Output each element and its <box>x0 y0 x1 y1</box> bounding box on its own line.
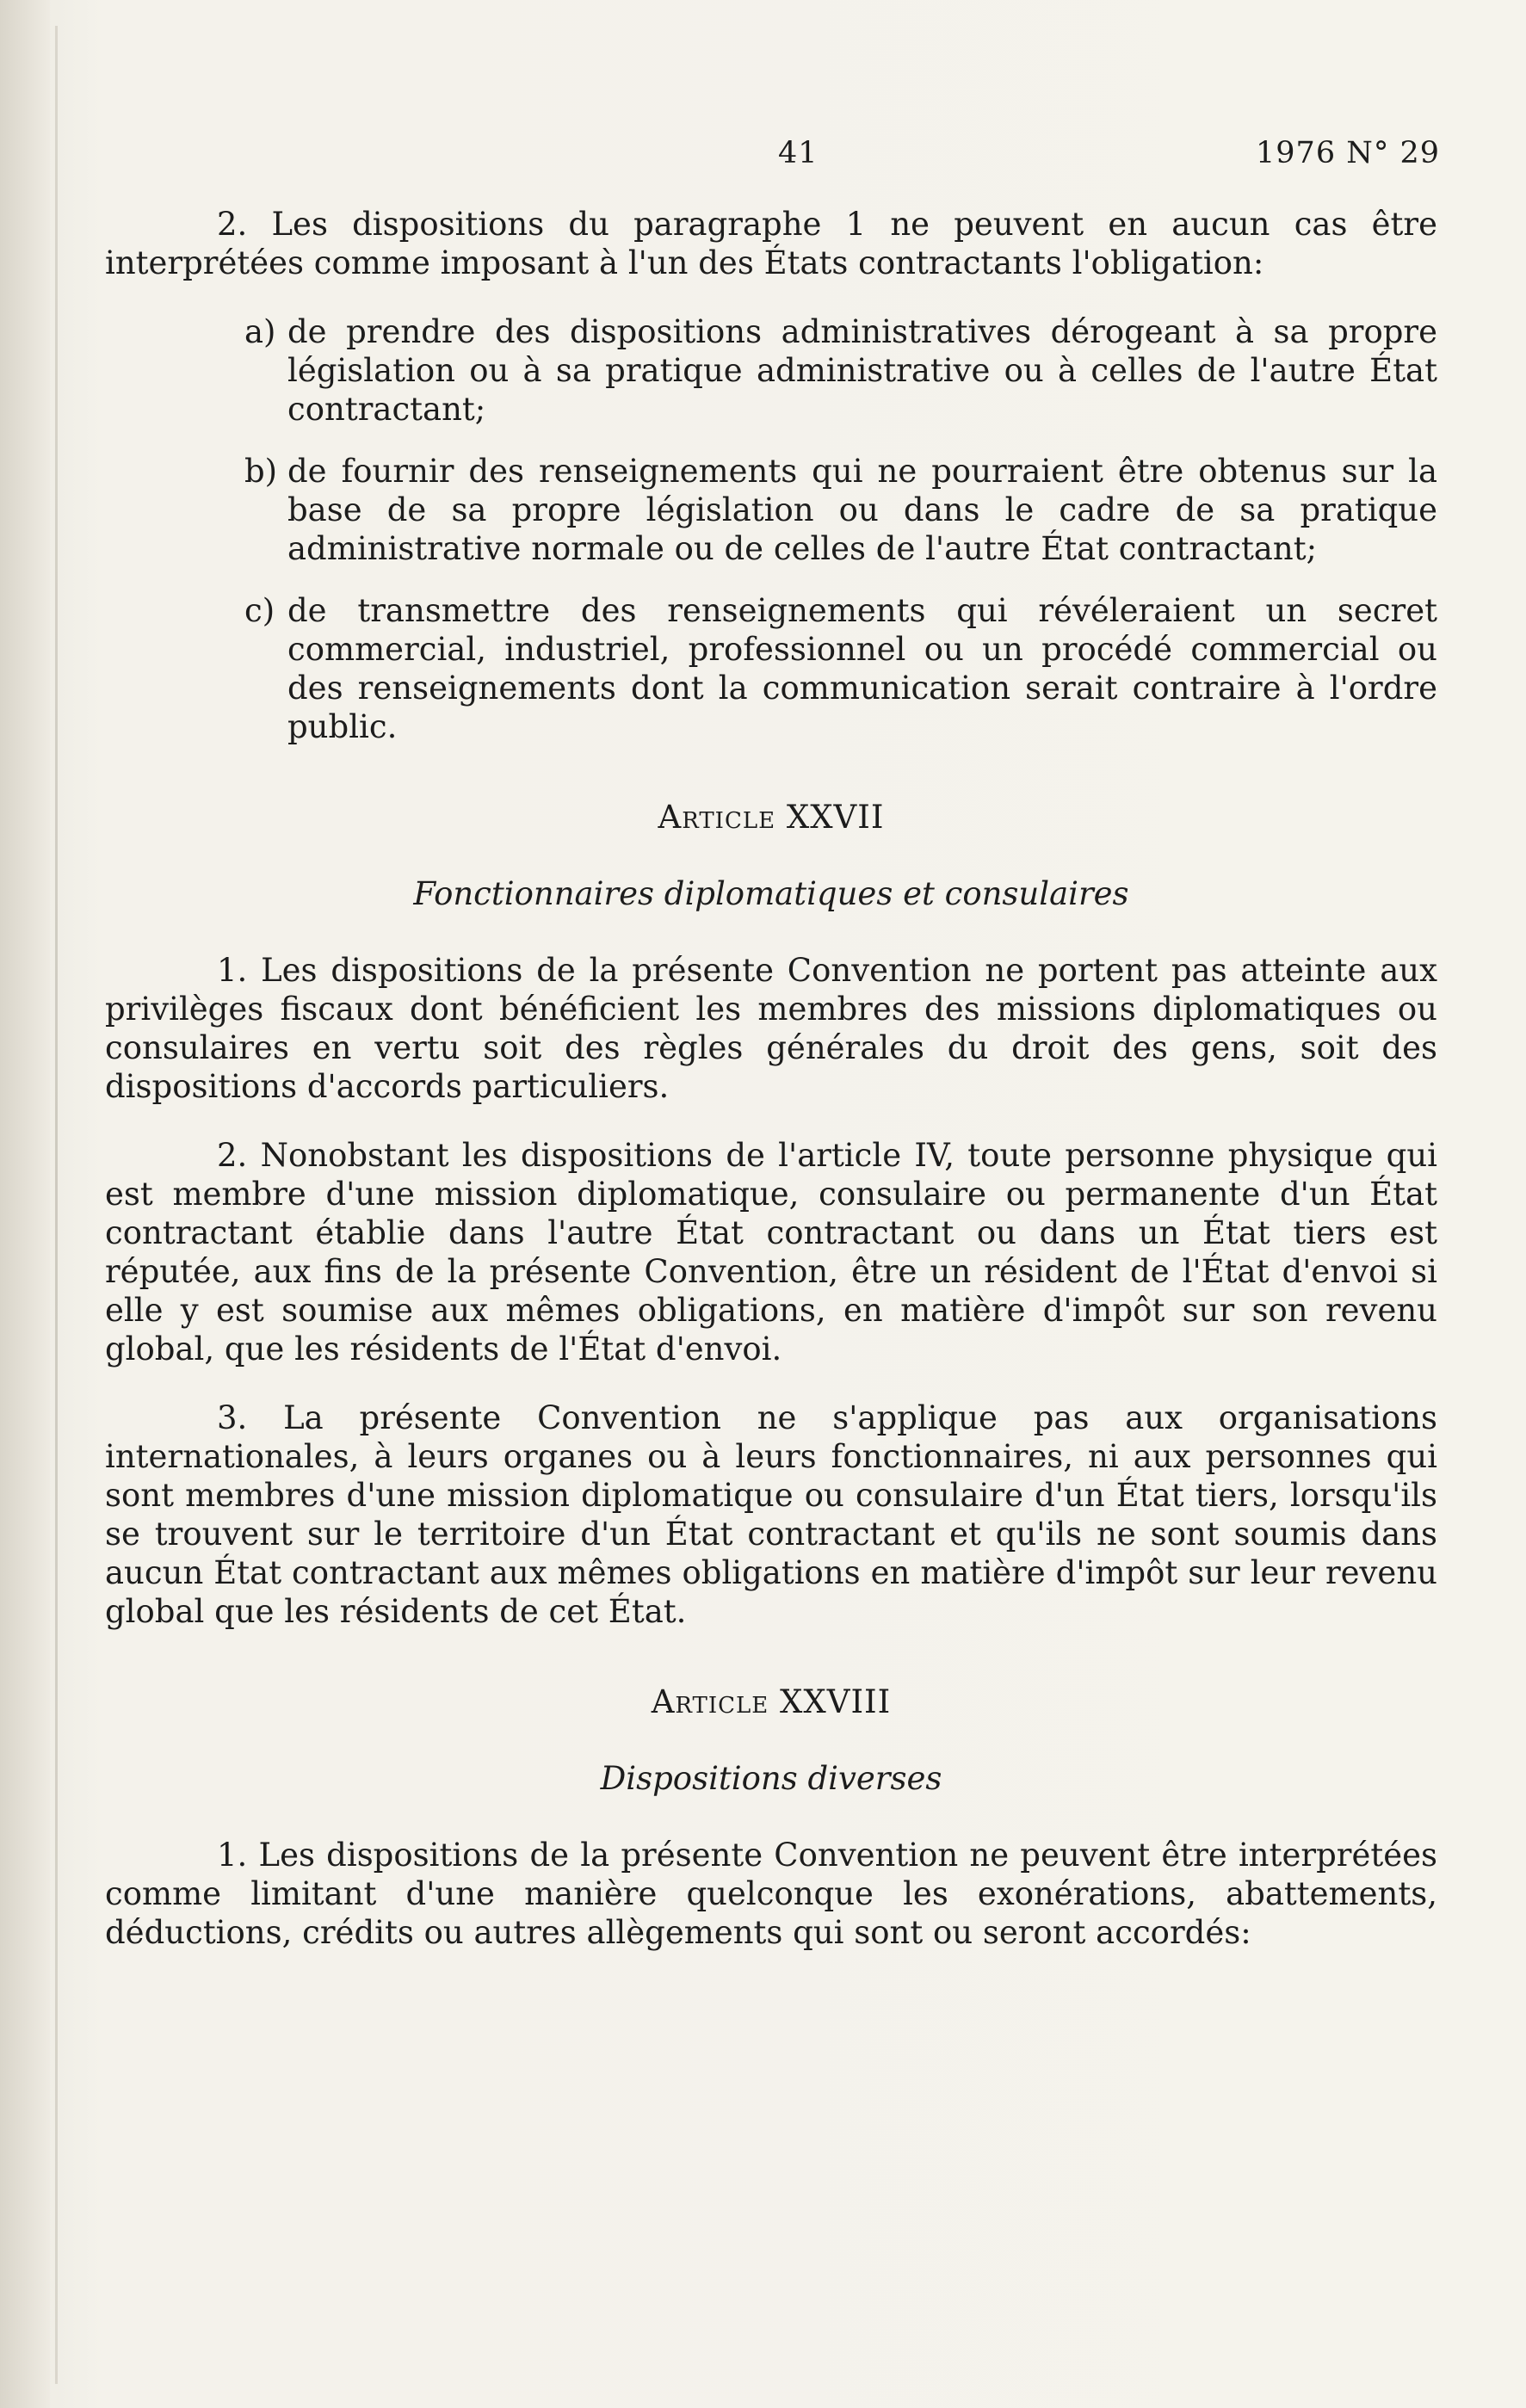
paragraph-2-intro: 2. Les dispositions du paragraphe 1 ne peuvent en aucun cas être interprétées comme imposant à l'un des États contractants l'obligation: <box>105 206 1437 281</box>
list-item-label: c) <box>244 592 275 629</box>
page-body <box>105 205 1437 1982</box>
list-item-label: b) <box>244 453 278 490</box>
list-item-text: de transmettre des renseignements qui révéleraient un secret commercial, industriel, professionnel ou un procédé commercial ou des renseignements dont la communication serait contraire à l'ordre public. <box>287 592 1437 745</box>
page-number: 41 <box>778 136 819 170</box>
list-item-c <box>105 591 1437 746</box>
article-paragraph: 1. Les dispositions de la présente Convention ne peuvent être interprétées comme limitant d'une manière quelconque les exonérations, abattements, déductions, crédits ou autres allègements qui sont ou seront accordés: <box>105 1837 1437 1951</box>
list-item-text: de fournir des renseignements qui ne pourraient être obtenus sur la base de sa propre législation ou dans le cadre de sa pratique administrative normale ou de celles de l'autre État contractant; <box>287 453 1437 567</box>
article-paragraph: 1. Les dispositions de la présente Convention ne portent pas atteinte aux privilèges fiscaux dont bénéficient les membres des missions diplomatiques ou consulaires en vertu soit des règles générales du droit des gens, soit des dispositions d'accords particuliers. <box>105 952 1437 1105</box>
article-paragraph: 3. La présente Convention ne s'applique pas aux organisations internationales, à leurs organes ou à leurs fonctionnaires, ni aux personnes qui sont membres d'une mission diplomatique ou consulaire d'un État tiers, lorsqu'ils se trouvent sur le territoire d'un État contractant et qu'ils ne sont soumis dans aucun État contractant aux mêmes obligations en matière d'impôt sur leur revenu global que les résidents de cet État. <box>105 1399 1437 1630</box>
list-item-text: de prendre des dispositions administratives dérogeant à sa propre législation ou à sa pratique administrative ou à celles de l'autre État contractant; <box>287 313 1437 428</box>
article-paragraph: 2. Nonobstant les dispositions de l'article IV, toute personne physique qui est membre d'une mission diplomatique, consulaire ou permanente d'un État contractant établie dans l'autre État contractant ou dans un État tiers est réputée, aux fins de la présente Convention, être un résident de l'État d'envoi si elle y est soumise aux mêmes obligations, en matière d'impôt sur son revenu global, que les résidents de l'État d'envoi. <box>105 1137 1437 1368</box>
page-header <box>0 136 1526 179</box>
article-heading: Article XXVII <box>658 799 885 836</box>
list-item-a <box>105 312 1437 429</box>
article-heading: Article XXVIII <box>651 1683 892 1720</box>
list-item-b <box>105 452 1437 568</box>
list-item-label: a) <box>244 313 276 350</box>
article-subheading: Dispositions diverses <box>600 1760 942 1797</box>
book-spine-shadow <box>0 0 50 2408</box>
binding-line <box>55 26 58 2384</box>
running-head: 1976 N° 29 <box>1256 136 1440 170</box>
article-subheading: Fonctionnaires diplomatiques et consulaires <box>413 875 1129 912</box>
